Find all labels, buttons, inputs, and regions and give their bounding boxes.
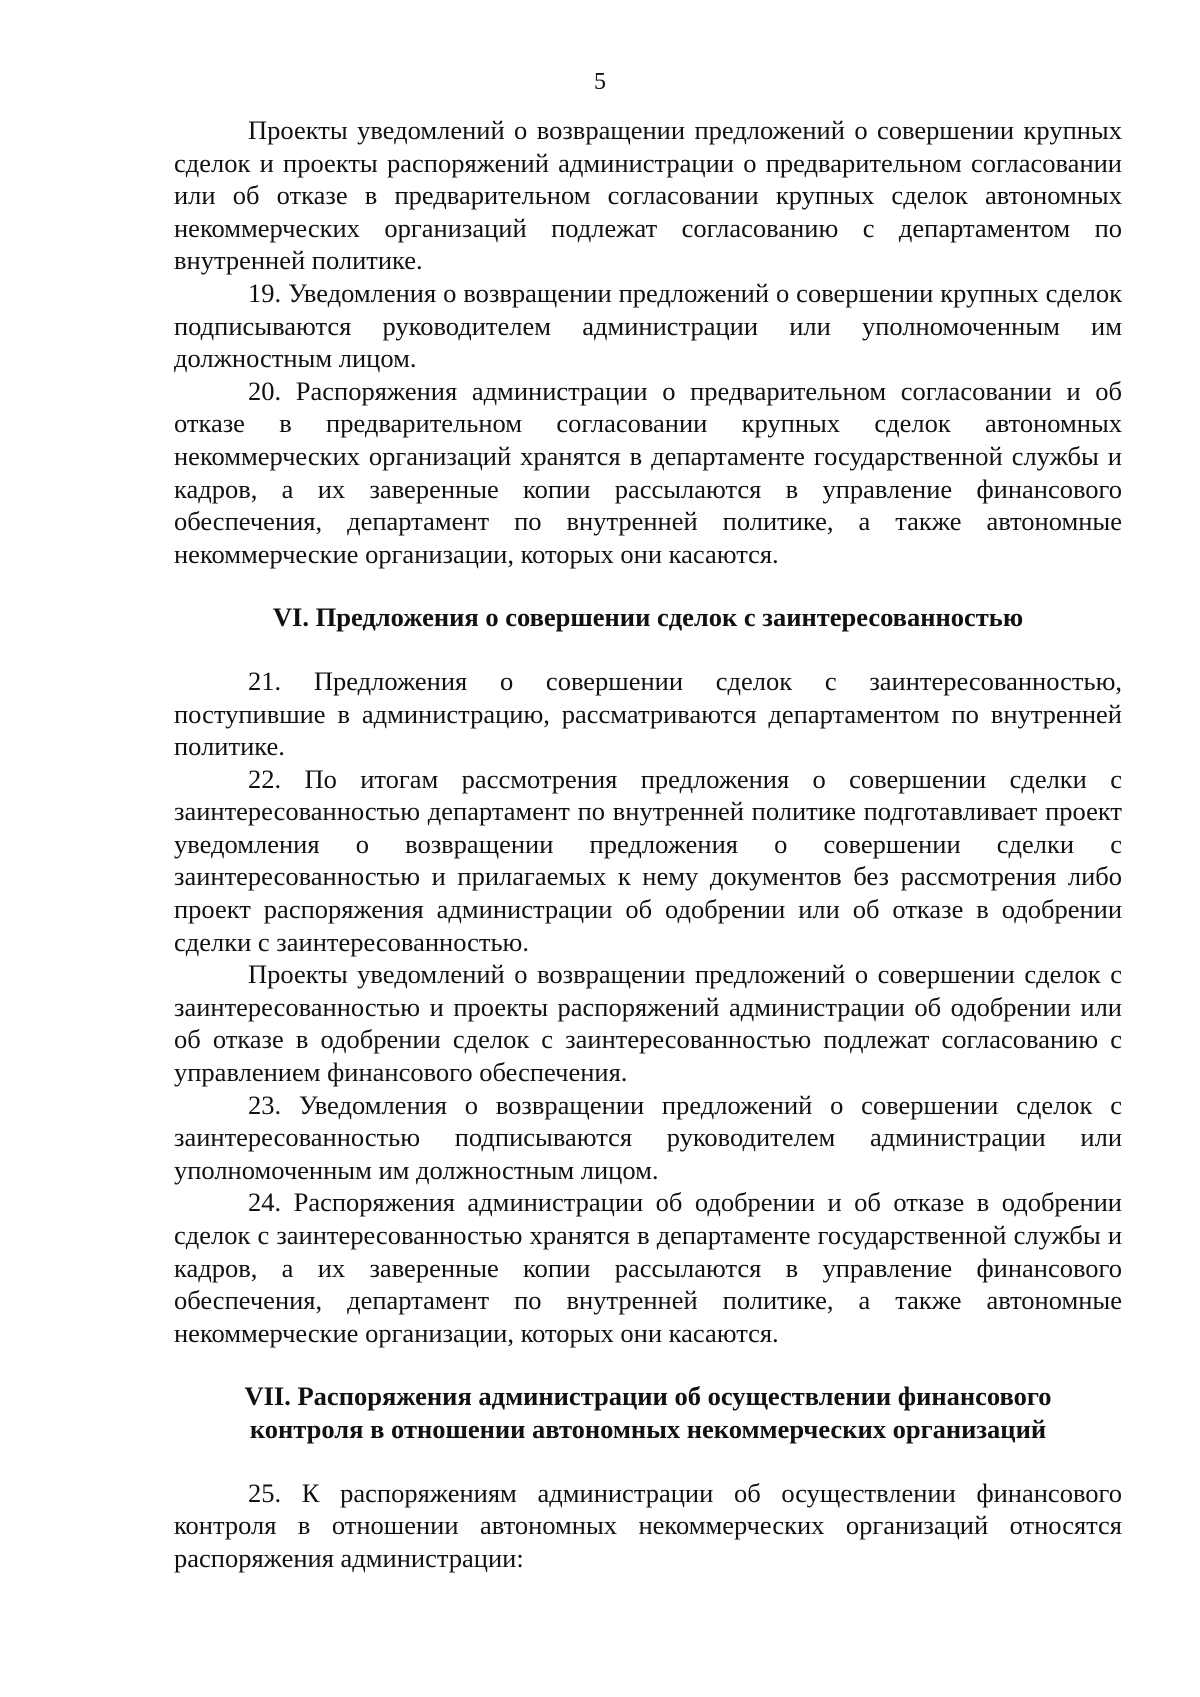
paragraph-19: 19. Уведомления о возвращении предложений о совершении крупных сделок подписываются руководителем администрации или уполномоченным им должностным лицом. <box>174 277 1122 374</box>
section-heading-vi: VI. Предложения о совершении сделок с заинтересованностью <box>272 602 1024 633</box>
paragraph-22-approval-note: Проекты уведомлений о возвращении предложений о совершении сделок с заинтересованностью и проекты распоряжений администрации об одобрении или об отказе в одобрении сделок с заинтересованностью подлежат согласованию с управлением финансового обеспечения. <box>174 959 1122 1088</box>
paragraph-21: 21. Предложения о совершении сделок с заинтересованностью, поступившие в администрацию, рассматриваются департаментом по внутренней политике. <box>174 665 1122 762</box>
paragraph-22: 22. По итогам рассмотрения предложения о совершении сделки с заинтересованностью департамент по внутренней политике подготавливает проект уведомления о возвращении предложения о совершении сделки с заинтересованностью и прилагаемых к нему документов без рассмотрения либо проект распоряжения администрации об одобрении или об отказе в одобрении сделки с заинтересованностью. <box>174 763 1122 957</box>
document-body <box>174 114 1122 1574</box>
paragraph-24: 24. Распоряжения администрации об одобрении и об отказе в одобрении сделок с заинтересованностью хранятся в департаменте государственной службы и кадров, а их заверенные копии рассылаются в управление финансового обеспечения, департамент по внутренней политике, а также автономные некоммерческие организации, которых они касаются. <box>174 1187 1122 1348</box>
paragraph-20: 20. Распоряжения администрации о предварительном согласовании и об отказе в предварительном согласовании крупных сделок автономных некоммерческих организаций хранятся в департаменте государственной службы и кадров, а их заверенные копии рассылаются в управление финансового обеспечения, департамент по внутренней политике, а также автономные некоммерческие организации, которых они касаются. <box>174 375 1122 569</box>
section-heading-vii: VII. Распоряжения администрации об осуществлении финансового контроля в отношении автономных некоммерческих организаций <box>244 1381 1052 1444</box>
page-number: 5 <box>594 69 606 95</box>
paragraph-18-approval-note: Проекты уведомлений о возвращении предложений о совершении крупных сделок и проекты распоряжений администрации о предварительном согласовании или об отказе в предварительном согласовании крупных сделок автономных некоммерческих организаций подлежат согласованию с департаментом по внутренней политике. <box>174 115 1122 276</box>
paragraph-25: 25. К распоряжениям администрации об осуществлении финансового контроля в отношении автономных некоммерческих организаций относятся распоряжения администрации: <box>174 1477 1122 1573</box>
paragraph-23: 23. Уведомления о возвращении предложений о совершении сделок с заинтересованностью подписываются руководителем администрации или уполномоченным им должностным лицом. <box>174 1089 1122 1185</box>
